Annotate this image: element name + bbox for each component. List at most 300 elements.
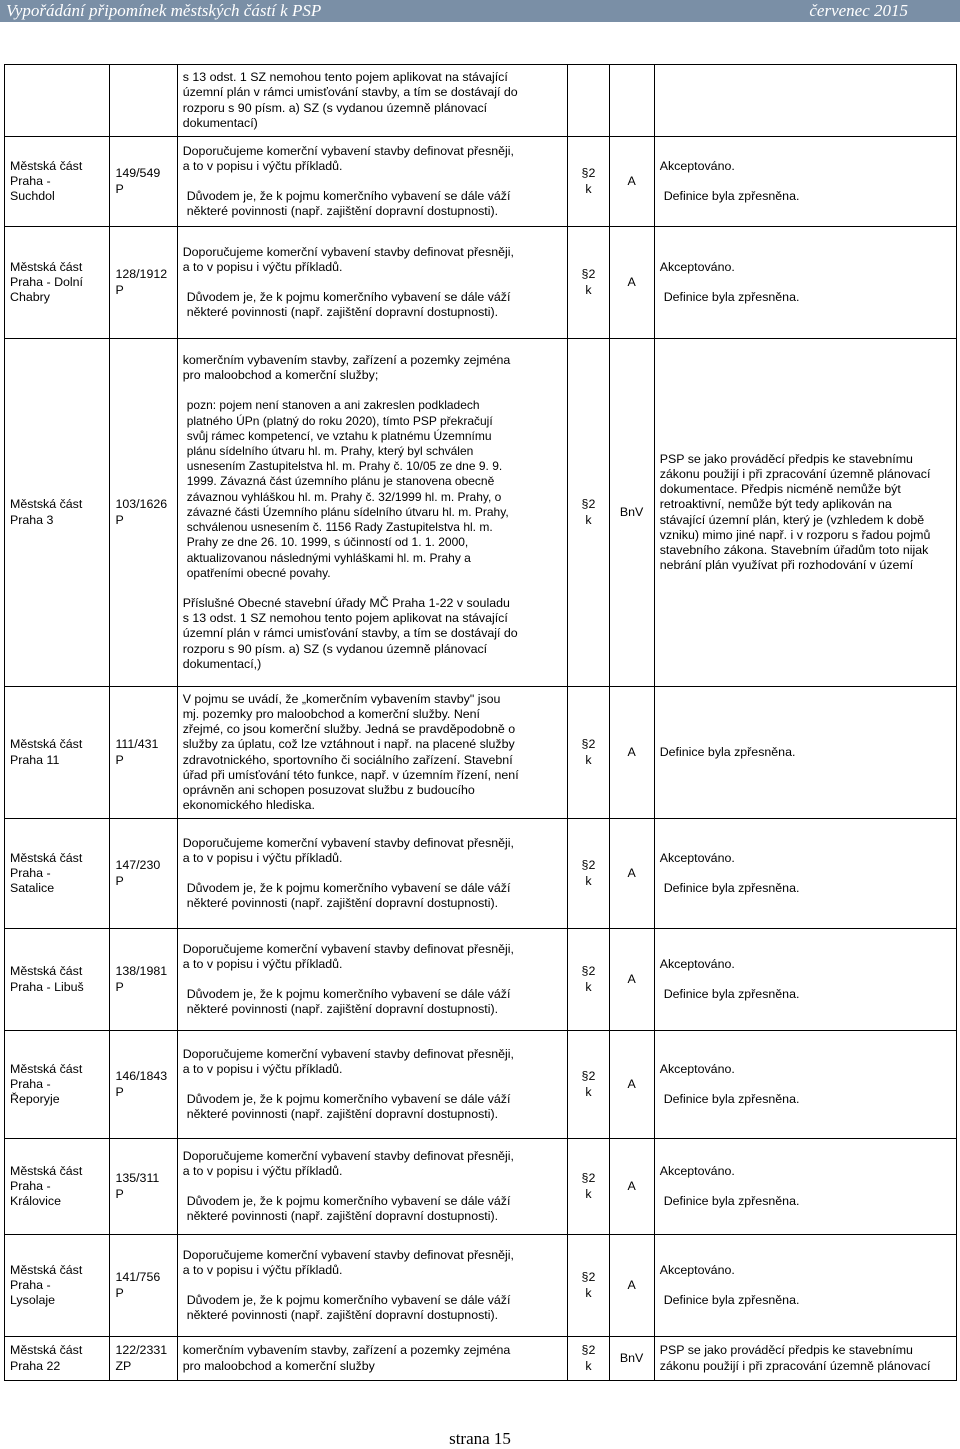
comment-text-line: Doporučujeme komerční vybavení stavby definovat přesněji, xyxy=(182,143,514,158)
comment-reason-line: Důvodem je, že k pojmu komerčního vybavení se dále váží xyxy=(186,290,511,304)
comment-text xyxy=(183,1343,563,1373)
status-cell xyxy=(609,929,654,1031)
comment-number xyxy=(115,1270,171,1300)
comment-text xyxy=(183,1149,563,1179)
subject-line: Řeporyje xyxy=(10,1092,60,1107)
resolution-accepted: Akceptováno. xyxy=(659,1262,735,1277)
table-row xyxy=(5,1031,957,1139)
comment-text-line: komerčním vybavením stavby, zařízení a pozemky zejména xyxy=(182,1343,511,1358)
comment-cell xyxy=(177,227,568,339)
subject-line: Městská část xyxy=(10,259,83,274)
comment-reason-line: Důvodem je, že k pojmu komerčního vybavení se dále váží xyxy=(186,1092,511,1106)
subject xyxy=(10,737,104,767)
comment-reason xyxy=(183,1293,563,1323)
page-header xyxy=(0,0,960,22)
subject-cell xyxy=(5,687,110,819)
comment-reason-line: Důvodem je, že k pojmu komerčního vybavení se dále váží xyxy=(186,1293,511,1307)
comment-text-line: a to v popisu i výčtu příkladů. xyxy=(182,1061,343,1076)
comment-text-line: služby za úplatu, což lze vztáhnout i např. na placené služby xyxy=(182,737,515,752)
comment-reason xyxy=(183,987,563,1017)
resolution-detail: Definice byla zpřesněna. xyxy=(663,987,800,1001)
comment-number xyxy=(115,267,171,297)
comment-reason-line: některé povinnosti (např. zajištění dopravní dostupnosti). xyxy=(186,896,499,911)
subject xyxy=(10,1164,104,1210)
comment-text-line: územní plán v rámci umisťování stavby, a tím se dostávají do xyxy=(182,626,518,641)
paragraph-ref-line: k xyxy=(585,282,592,297)
resolution-accepted: Akceptováno. xyxy=(659,850,735,865)
comment-text-line: Doporučujeme komerční vybavení stavby definovat přesněji, xyxy=(182,835,514,850)
subject-line: Praha 3 xyxy=(10,512,54,527)
resolution-accepted: Akceptováno. xyxy=(659,956,735,971)
comment-number-line: P xyxy=(115,512,124,527)
status-cell xyxy=(609,1235,654,1337)
subject-cell xyxy=(5,137,110,227)
resolution-accepted: Akceptováno. xyxy=(659,1163,735,1178)
subject xyxy=(10,260,104,306)
status-cell xyxy=(609,227,654,339)
paragraph-ref xyxy=(573,1270,603,1300)
status-code: BnV xyxy=(619,504,644,519)
number-cell xyxy=(110,65,177,137)
resolution-text-line: zákonu použijí i při zpracování územně plánovací xyxy=(659,1358,931,1373)
paragraph-ref-line: §2 xyxy=(581,1171,596,1186)
comment-text xyxy=(183,1248,563,1278)
spacer xyxy=(660,1179,951,1194)
comment-text-line: a to v popisu i výčtu příkladů. xyxy=(182,1163,343,1178)
spacer xyxy=(183,581,563,596)
comment-text-line: rozporu s 90 písm. a) SZ (s vydanou územně plánovací xyxy=(182,641,488,656)
resolution-text xyxy=(660,452,951,574)
paragraph-ref-line: §2 xyxy=(581,166,596,181)
comment-text xyxy=(183,692,563,814)
comment-cell xyxy=(177,929,568,1031)
resolution-accepted: Akceptováno. xyxy=(659,1061,735,1076)
paragraph-ref xyxy=(573,964,603,994)
comment-number xyxy=(115,737,171,767)
paragraph-ref-line: k xyxy=(585,1186,592,1201)
subject-cell xyxy=(5,1235,110,1337)
resolution-cell xyxy=(654,819,956,929)
comment-text-line: komerčním vybavením stavby, zařízení a pozemky zejména xyxy=(182,353,511,368)
resolution-accepted: Akceptováno. xyxy=(659,259,735,274)
subject xyxy=(10,1263,104,1309)
number-cell xyxy=(110,687,177,819)
comment-number-line: 128/1912 xyxy=(115,267,168,282)
status-code: A xyxy=(627,173,636,188)
comment-number-line: 111/431 xyxy=(115,737,159,752)
subject-line: Praha - xyxy=(10,173,51,188)
subject xyxy=(10,1343,104,1373)
status-cell xyxy=(609,339,654,687)
header-title: Vypořádání připomínek městských částí k PSP xyxy=(6,1,322,20)
subject-cell xyxy=(5,1337,110,1381)
comment-text-line: a to v popisu i výčtu příkladů. xyxy=(182,1262,343,1277)
number-cell xyxy=(110,929,177,1031)
paragraph-ref-line: §2 xyxy=(581,964,596,979)
spacer xyxy=(660,1278,951,1293)
paragraph-ref-line: §2 xyxy=(581,737,596,752)
comment-text-line: zdravotnického, sportovního či sociálního zařízení. Stavební xyxy=(182,752,513,767)
comment-reason xyxy=(183,189,563,219)
subject-line: Praha - xyxy=(10,865,51,880)
comment-number-line: 138/1981 xyxy=(115,964,168,979)
resolution-text-line: PSP se jako prováděcí předpis ke stavebnímu xyxy=(659,1343,913,1358)
paragraph-cell xyxy=(568,137,609,227)
comment-number-line: P xyxy=(115,752,124,767)
paragraph-ref xyxy=(573,737,603,767)
comment-cell xyxy=(177,1235,568,1337)
paragraph-ref xyxy=(573,1343,603,1373)
number-cell xyxy=(110,339,177,687)
resolution-cell xyxy=(654,227,956,339)
paragraph-cell xyxy=(568,1139,609,1235)
spacer xyxy=(183,174,563,189)
subject-line: Královice xyxy=(10,1194,61,1209)
comment-text-line: V pojmu se uvádí, že „komerčním vybavením stavby" jsou xyxy=(182,691,501,706)
subject-line: Lysolaje xyxy=(10,1293,56,1308)
status-cell xyxy=(609,687,654,819)
comment-reason-line: některé povinnosti (např. zajištění dopravní dostupnosti). xyxy=(186,1107,499,1122)
number-cell xyxy=(110,1031,177,1139)
subject-line: Městská část xyxy=(10,1061,83,1076)
comment-text-line: Příslušné Obecné stavební úřady MČ Praha 1-22 v souladu xyxy=(182,595,510,610)
comment-text-line: Doporučujeme komerční vybavení stavby definovat přesněji, xyxy=(182,244,514,259)
comment-note-line: aktualizovanou následnými vyhláškami hl. m. Prahy a xyxy=(186,550,471,565)
comment-note-line: opatřeními obecné povahy. xyxy=(186,565,331,580)
comment-reason-line: Důvodem je, že k pojmu komerčního vybavení se dále váží xyxy=(186,881,511,895)
subject xyxy=(10,497,104,527)
resolution-text xyxy=(660,1343,951,1373)
comment-number xyxy=(115,1171,171,1201)
paragraph-ref xyxy=(573,166,603,196)
paragraph-ref-line: §2 xyxy=(581,497,596,512)
comment-text xyxy=(183,245,563,275)
comment-text xyxy=(183,836,563,866)
comment-number-line: P xyxy=(115,282,124,297)
subject-cell xyxy=(5,819,110,929)
paragraph-ref-line: §2 xyxy=(581,858,596,873)
spacer xyxy=(660,275,951,290)
comment-text xyxy=(183,144,563,174)
comment-number-line: 103/1626 xyxy=(115,497,168,512)
subject-line: Praha 22 xyxy=(10,1358,61,1373)
resolution-cell xyxy=(654,339,956,687)
comment-number xyxy=(115,858,171,888)
paragraph-cell xyxy=(568,227,609,339)
comment-cell xyxy=(177,687,568,819)
subject-line: Městská část xyxy=(10,1343,83,1358)
table-row xyxy=(5,819,957,929)
paragraph-ref-line: k xyxy=(585,752,592,767)
subject-line: Praha - xyxy=(10,1178,51,1193)
subject-cell xyxy=(5,227,110,339)
comment-text-line: a to v popisu i výčtu příkladů. xyxy=(182,158,343,173)
number-cell xyxy=(110,1337,177,1381)
spacer xyxy=(660,1077,951,1092)
comment-text-line: mj. pozemky pro maloobchod a komerční služby. Není xyxy=(182,706,480,721)
status-code: A xyxy=(627,1076,636,1091)
subject-line: Městská část xyxy=(10,1262,83,1277)
resolution-cell xyxy=(654,1031,956,1139)
paragraph-ref-line: k xyxy=(585,181,592,196)
comment-number-line: P xyxy=(115,1186,124,1201)
status-cell xyxy=(609,1139,654,1235)
resolution-detail: Definice byla zpřesněna. xyxy=(663,189,800,203)
number-cell xyxy=(110,819,177,929)
comment-note-line: svůj rámec kompetencí, ve vztahu k platnému Územnímu xyxy=(186,428,492,443)
comment-text xyxy=(183,942,563,972)
header-date: červenec 2015 xyxy=(809,1,908,20)
page-number: strana 15 xyxy=(449,1429,511,1448)
subject-line: Městská část xyxy=(10,497,83,512)
resolution-cell xyxy=(654,65,956,137)
resolution-text-line: zákonu použijí i při zpracování územně plánovací xyxy=(659,466,931,481)
paragraph-ref-line: §2 xyxy=(581,267,596,282)
status-code: BnV xyxy=(619,1350,644,1365)
comment-text-line: a to v popisu i výčtu příkladů. xyxy=(182,850,343,865)
comment-text-line: územní plán v rámci umisťování stavby, a tím se dostávají do xyxy=(182,85,518,100)
comment-reason-line: Důvodem je, že k pojmu komerčního vybavení se dále váží xyxy=(186,189,511,203)
table-row xyxy=(5,137,957,227)
comment-cell xyxy=(177,1139,568,1235)
comment-number-line: ZP xyxy=(115,1358,132,1373)
comment-note-line: Prahy ze dne 26. 10. 1999, s účinností od 1. 1. 2000, xyxy=(186,535,469,550)
paragraph-ref-line: k xyxy=(585,1285,592,1300)
comment-number-line: 122/2331 xyxy=(115,1343,168,1358)
comment-text-line: pro maloobchod a komerční služby xyxy=(182,1358,375,1373)
status-code: A xyxy=(627,274,636,289)
subject-cell xyxy=(5,1031,110,1139)
comment-text-line: pro maloobchod a komerční služby; xyxy=(182,368,379,383)
comment-cell xyxy=(177,65,568,137)
spacer xyxy=(183,1278,563,1293)
subject-cell xyxy=(5,65,110,137)
subject-cell xyxy=(5,1139,110,1235)
comment-text-line: Doporučujeme komerční vybavení stavby definovat přesněji, xyxy=(182,1247,514,1262)
comment-number xyxy=(115,166,171,196)
spacer xyxy=(183,1179,563,1194)
status-code: A xyxy=(627,1178,636,1193)
table-row xyxy=(5,227,957,339)
comment-cell xyxy=(177,1031,568,1139)
comment-number xyxy=(115,964,171,994)
paragraph-ref xyxy=(573,1069,603,1099)
table-row xyxy=(5,1139,957,1235)
comment-reason-line: některé povinnosti (např. zajištění dopravní dostupnosti). xyxy=(186,204,499,219)
subject-line: Satalice xyxy=(10,881,55,896)
resolution-text-line: retroaktivní, nemůže být tedy aplikován na xyxy=(659,497,892,512)
comment-text-line: dokumentací,) xyxy=(182,656,262,671)
comment-number xyxy=(115,497,171,527)
comment-number xyxy=(115,1069,171,1099)
table-row xyxy=(5,65,957,137)
spacer xyxy=(660,174,951,189)
subject-cell xyxy=(5,339,110,687)
status-cell xyxy=(609,137,654,227)
resolution-accepted: Akceptováno. xyxy=(659,158,735,173)
spacer xyxy=(183,866,563,881)
comment-text-line: s 13 odst. 1 SZ nemohou tento pojem aplikovat na stávající xyxy=(182,70,508,85)
comment-number-line: P xyxy=(115,979,124,994)
resolution-cell xyxy=(654,1235,956,1337)
resolution-cell xyxy=(654,687,956,819)
resolution-detail: Definice byla zpřesněna. xyxy=(663,881,800,895)
resolution-detail: Definice byla zpřesněna. xyxy=(663,1293,800,1307)
comment-number-line: 141/756 xyxy=(115,1270,161,1285)
comment-text-line: a to v popisu i výčtu příkladů. xyxy=(182,956,343,971)
comments-table-body xyxy=(5,65,957,1381)
comment-note-line: závazné části Územního plánu sídelního útvaru hl. m. Prahy, xyxy=(186,504,509,519)
comment-reason-line: některé povinnosti (např. zajištění dopravní dostupnosti). xyxy=(186,1308,499,1323)
paragraph-ref-line: k xyxy=(585,1358,592,1373)
subject-line: Praha 11 xyxy=(10,752,60,767)
status-code: A xyxy=(627,971,636,986)
comments-table xyxy=(4,64,957,1381)
paragraph-ref xyxy=(573,497,603,527)
number-cell xyxy=(110,1235,177,1337)
comment-text-line: úřad při umísťování této funkce, např. v územním řízení, není xyxy=(182,767,519,782)
comment-number-line: P xyxy=(115,1084,124,1099)
paragraph-ref-line: k xyxy=(585,873,592,888)
paragraph-ref-line: k xyxy=(585,979,592,994)
subject-line: Chabry xyxy=(10,290,50,305)
spacer xyxy=(183,275,563,290)
number-cell xyxy=(110,1139,177,1235)
table-row xyxy=(5,339,957,687)
subject-line: Městská část xyxy=(10,1163,83,1178)
comment-reason xyxy=(183,1092,563,1122)
paragraph-cell xyxy=(568,687,609,819)
comment-text-line: Doporučujeme komerční vybavení stavby definovat přesněji, xyxy=(182,1148,514,1163)
paragraph-ref-line: k xyxy=(585,512,592,527)
comment-reason-line: některé povinnosti (např. zajištění dopravní dostupnosti). xyxy=(186,1002,499,1017)
resolution-cell xyxy=(654,137,956,227)
spacer xyxy=(660,866,951,881)
status-cell xyxy=(609,65,654,137)
resolution-cell xyxy=(654,1139,956,1235)
number-cell xyxy=(110,137,177,227)
paragraph-ref xyxy=(573,858,603,888)
resolution-text-line: dokumentace. Předpis nicméně nemůže být xyxy=(659,482,901,497)
comment-number-line: P xyxy=(115,1285,124,1300)
comment-number-line: 147/230 xyxy=(115,858,161,873)
paragraph-ref-line: §2 xyxy=(581,1270,596,1285)
resolution-detail: Definice byla zpřesněna. xyxy=(663,290,800,304)
resolution-text-line: vzniku) mimo jiné např. i v rozporu s řadou pojmů xyxy=(659,527,931,542)
comment-number-line: P xyxy=(115,181,124,196)
number-cell xyxy=(110,227,177,339)
paragraph-ref-line: §2 xyxy=(581,1069,596,1084)
comment-reason-line: některé povinnosti (např. zajištění dopravní dostupnosti). xyxy=(186,305,499,320)
comment-cell xyxy=(177,819,568,929)
comment-text xyxy=(183,596,563,672)
resolution-text-line: stávající územní plán, který je (vzhledem k době xyxy=(659,512,925,527)
subject xyxy=(10,1062,104,1108)
status-code: A xyxy=(627,1277,636,1292)
comment-text-line: oprávněn ani schopen posuzovat službu z budoucího xyxy=(182,782,475,797)
paragraph-cell xyxy=(568,1031,609,1139)
comment-text-line: zřejmé, co jsou komerční služby. Jedná se pravděpodobně o xyxy=(182,722,516,737)
comment-note-line: 1999. Závazná část územního plánu je stanovena obecně xyxy=(186,474,495,489)
paragraph-cell xyxy=(568,1235,609,1337)
status-code: A xyxy=(627,865,636,880)
status-code: A xyxy=(627,744,636,759)
comment-note-line: závaznou vyhláškou hl. m. Prahy č. 32/1999 hl. m. Prahy, o xyxy=(186,489,502,504)
status-cell xyxy=(609,819,654,929)
comment-text-line: a to v popisu i výčtu příkladů. xyxy=(182,259,343,274)
comment-reason-line: Důvodem je, že k pojmu komerčního vybavení se dále váží xyxy=(186,1194,511,1208)
resolution-detail: Definice byla zpřesněna. xyxy=(663,1092,800,1106)
table-row xyxy=(5,1235,957,1337)
subject-line: Městská část xyxy=(10,737,83,752)
resolution-cell xyxy=(654,929,956,1031)
resolution-detail: Definice byla zpřesněna. xyxy=(659,744,796,759)
resolution-text-line: PSP se jako prováděcí předpis ke stavebnímu xyxy=(659,451,913,466)
comment-note-line: usnesením Zastupitelstva hl. m. Prahy č. 10/05 ze dne 9. 9. xyxy=(186,459,503,474)
subject xyxy=(10,159,104,205)
comment-reason xyxy=(183,1194,563,1224)
comment-number-line: P xyxy=(115,873,124,888)
status-cell xyxy=(609,1337,654,1381)
comment-reason-line: Důvodem je, že k pojmu komerčního vybavení se dále váží xyxy=(186,987,511,1001)
comment-text xyxy=(183,353,563,383)
comment-note-line: platného ÚPn (platný do roku 2020), tímto PSP překračují xyxy=(186,413,493,428)
comment-text-line: Doporučujeme komerční vybavení stavby definovat přesněji, xyxy=(182,941,514,956)
comment-cell xyxy=(177,1337,568,1381)
spacer xyxy=(183,1077,563,1092)
spacer xyxy=(183,972,563,987)
table-row xyxy=(5,687,957,819)
spacer xyxy=(660,972,951,987)
paragraph-cell xyxy=(568,1337,609,1381)
resolution-text-line: stavebního zákona. Stavebním úřadům toto nijak xyxy=(659,542,929,557)
paragraph-ref xyxy=(573,1171,603,1201)
paragraph-cell xyxy=(568,819,609,929)
comment-text-line: s 13 odst. 1 SZ nemohou tento pojem aplikovat na stávající xyxy=(182,611,508,626)
subject-line: Praha - Dolní xyxy=(10,274,84,289)
comment-reason xyxy=(183,881,563,911)
paragraph-ref-line: §2 xyxy=(581,1343,596,1358)
comment-number-line: 146/1843 xyxy=(115,1069,168,1084)
subject-line: Praha - xyxy=(10,1277,51,1292)
subject-line: Městská část xyxy=(10,158,83,173)
subject-line: Praha - xyxy=(10,1076,51,1091)
paragraph-cell xyxy=(568,65,609,137)
subject xyxy=(10,964,104,994)
comment-text xyxy=(183,1047,563,1077)
comment-number-line: 149/549 xyxy=(115,166,161,181)
subject-line: Suchdol xyxy=(10,189,55,204)
subject-line: Praha - Libuš xyxy=(10,979,84,994)
resolution-text-line: nebrání plán využívat při rozhodování v území xyxy=(659,558,914,573)
comment-reason-line: některé povinnosti (např. zajištění dopravní dostupnosti). xyxy=(186,1209,499,1224)
comment-number xyxy=(115,1343,171,1373)
comment-reason xyxy=(183,290,563,320)
comment-note xyxy=(183,398,563,580)
comment-text-line: Doporučujeme komerční vybavení stavby definovat přesněji, xyxy=(182,1046,514,1061)
table-row xyxy=(5,929,957,1031)
resolution-detail: Definice byla zpřesněna. xyxy=(663,1194,800,1208)
spacer xyxy=(183,383,563,398)
comment-note-line: schválenou usnesením č. 1156 Rady Zastupitelstva hl. m. xyxy=(186,520,493,535)
resolution-cell xyxy=(654,1337,956,1381)
comment-number-line: 135/311 xyxy=(115,1171,160,1186)
paragraph-ref xyxy=(573,267,603,297)
comment-text-line: dokumentací) xyxy=(182,115,258,130)
comment-cell xyxy=(177,137,568,227)
comment-note-line: pozn: pojem není stanoven a ani zakreslen podkladech xyxy=(186,398,480,413)
comment-text-line: ekonomického hlediska. xyxy=(182,798,315,813)
